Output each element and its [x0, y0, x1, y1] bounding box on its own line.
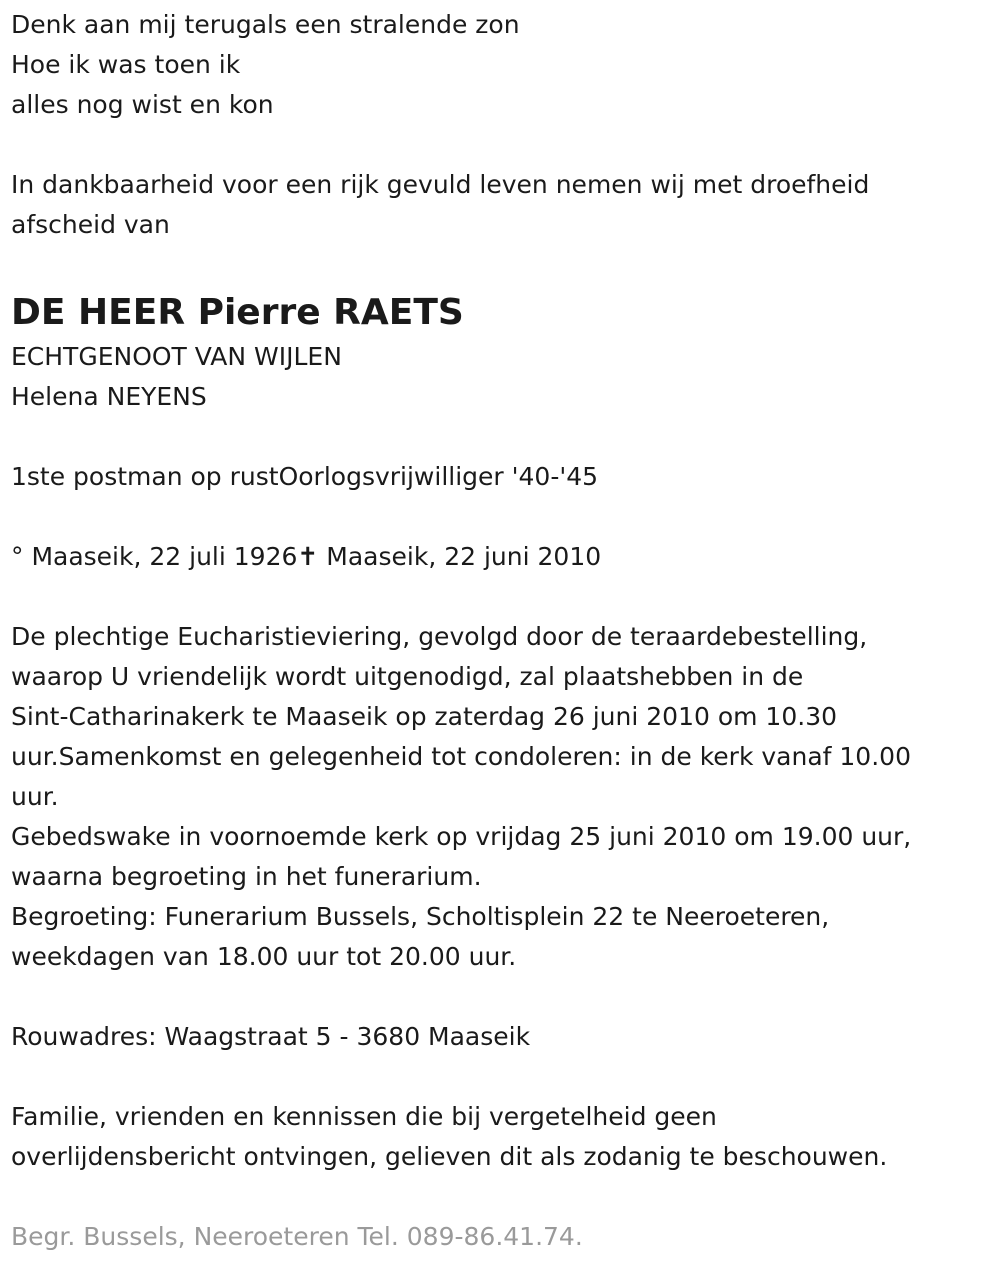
titles-line: 1ste postman op rustOorlogsvrijwilliger '40-'45: [11, 462, 599, 491]
poem: [11, 5, 1000, 125]
poem-line-1: Denk aan mij terugals een stralende zon: [11, 10, 520, 39]
dates-line: [11, 537, 1000, 577]
ceremony-line-8: Begroeting: Funerarium Bussels, Scholtisplein 22 te Neeroeteren,: [11, 902, 830, 931]
intro-line-2: afscheid van: [11, 210, 170, 239]
ceremony-line-9: weekdagen van 18.00 uur tot 20.00 uur.: [11, 942, 517, 971]
birth-info: ° Maaseik, 22 juli 1926: [11, 542, 298, 571]
relation-line-1: ECHTGENOOT VAN WIJLEN: [11, 342, 342, 371]
ceremony-line-3: Sint-Catharinakerk te Maaseik op zaterdag 26 juni 2010 om 10.30: [11, 702, 838, 731]
poem-line-3: alles nog wist en kon: [11, 90, 274, 119]
intro-text: [11, 165, 1000, 245]
ceremony-line-6: Gebedswake in voornoemde kerk op vrijdag 25 juni 2010 om 19.00 uur,: [11, 822, 912, 851]
spacer: [11, 1177, 1000, 1217]
poem-line-2: Hoe ik was toen ik: [11, 50, 241, 79]
ceremony-line-4: uur.Samenkomst en gelegenheid tot condoleren: in de kerk vanaf 10.00: [11, 742, 911, 771]
spacer: [11, 977, 1000, 1017]
notice-text: [11, 1097, 1000, 1177]
funeral-home-footer: Begr. Bussels, Neeroeteren Tel. 089-86.41.74.: [11, 1222, 583, 1251]
spacer: [11, 1057, 1000, 1097]
notice-line-2: overlijdensbericht ontvingen, gelieven dit als zodanig te beschouwen.: [11, 1142, 888, 1171]
obituary-document: [0, 5, 1000, 1275]
spacer: [11, 497, 1000, 537]
spacer: [11, 417, 1000, 457]
notice-line-1: Familie, vrienden en kennissen die bij vergetelheid geen: [11, 1102, 717, 1131]
deceased-name: DE HEER Pierre RAETS: [11, 292, 464, 333]
cross-icon: ✝: [297, 542, 319, 571]
ceremony-details: [11, 617, 1000, 977]
ceremony-line-7: waarna begroeting in het funerarium.: [11, 862, 482, 891]
ceremony-line-2: waarop U vriendelijk wordt uitgenodigd, zal plaatshebben in de: [11, 662, 804, 691]
intro-line-1: In dankbaarheid voor een rijk gevuld leven nemen wij met droefheid: [11, 170, 870, 199]
ceremony-line-5: uur.: [11, 782, 59, 811]
relation-line-2: Helena NEYENS: [11, 382, 207, 411]
ceremony-line-1: De plechtige Eucharistieviering, gevolgd door de teraardebestelling,: [11, 622, 868, 651]
mourning-address: Rouwadres: Waagstraat 5 - 3680 Maaseik: [11, 1022, 531, 1051]
spacer: [11, 577, 1000, 617]
death-info: Maaseik, 22 juni 2010: [318, 542, 602, 571]
spacer: [11, 245, 1000, 289]
spacer: [11, 125, 1000, 165]
